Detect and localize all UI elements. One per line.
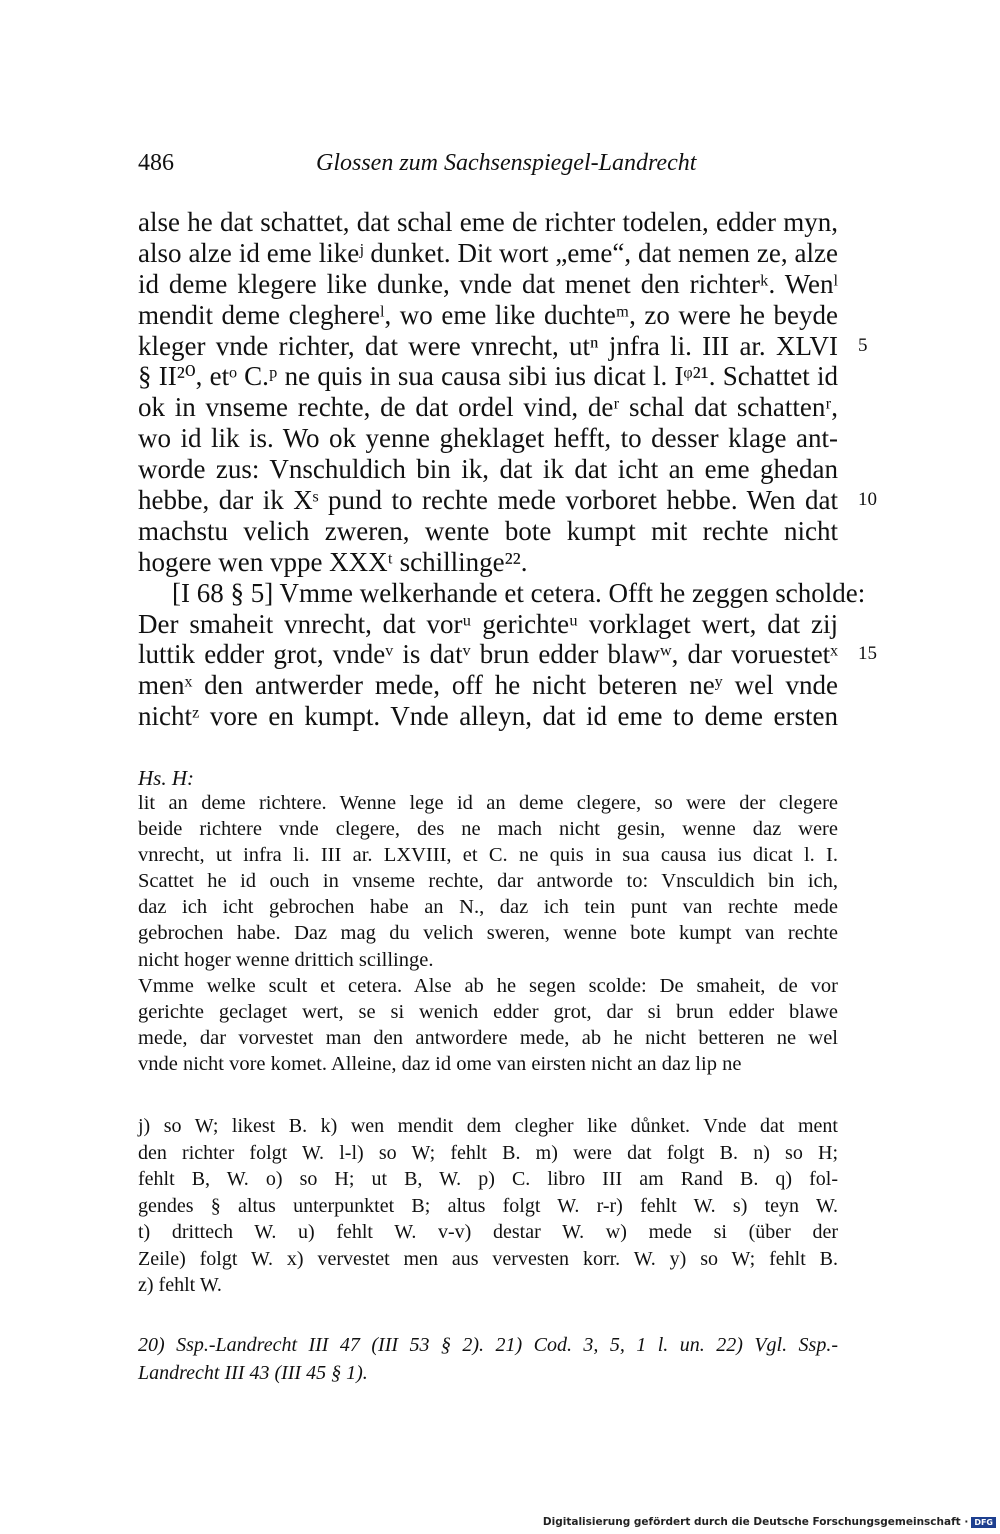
main-text-line xyxy=(138,361,838,392)
footnote-line-text: Landrecht III 43 (III 45 § 1). xyxy=(138,1362,368,1384)
footnote-line-text: 20) Ssp.-Landrecht III 47 (III 53 § 2). 21) Cod. 3, 5, 1 l. un. 22) Vgl. Ssp.- xyxy=(138,1334,838,1356)
apparatus-line xyxy=(138,1246,838,1273)
main-text-line xyxy=(138,547,838,578)
manuscript-line xyxy=(138,842,838,868)
manuscript-line-text: mede, dar vorvestet man den antwordere mede, ab he nicht betteren ne wel xyxy=(138,1026,838,1049)
main-text-block xyxy=(138,207,877,732)
manuscript-line-text: Scattet he id ouch in vnseme rechte, dar antworde to: Vnsculdich bin ich, xyxy=(138,870,838,893)
manuscript-line xyxy=(138,999,838,1025)
main-text-line xyxy=(138,701,838,732)
main-text-line-text: menˣ den antwerder mede, off he nicht beteren neʸ wel vnde xyxy=(138,670,838,701)
manuscript-line-text: nicht hoger wenne drittich scillinge. xyxy=(138,948,434,971)
manuscript-line-text: vnde nicht vore komet. Alleine, daz id ome van eirsten nicht an daz lip ne xyxy=(138,1052,742,1075)
manuscript-line-text: gebrochen habe. Daz mag du velich sweren, wenne bote kumpt van rechte xyxy=(138,922,838,945)
manuscript-text-block xyxy=(138,790,838,1077)
main-text-line-text: § II²⁰, etᵒ C.ᵖ ne quis in sua causa sibi ius dicat l. Iᵠ²¹. Schattet id xyxy=(138,361,838,392)
line-number: 15 xyxy=(858,643,877,665)
main-text-line xyxy=(138,639,877,670)
main-text-line-text: luttik edder grot, vndeᵛ is datᵛ brun edder blawʷ, dar voruestetˣ xyxy=(138,639,838,670)
apparatus-line xyxy=(138,1272,838,1299)
apparatus-line xyxy=(138,1166,838,1193)
main-text-line xyxy=(138,577,866,609)
manuscript-line-text: Vmme welke scult et cetera. Alse ab he segen scolde: De smaheit, de vor xyxy=(138,974,838,997)
running-title: Glossen zum Sachsenspiegel-Landrecht xyxy=(316,150,697,176)
manuscript-line xyxy=(138,920,838,946)
manuscript-label: Hs. H: xyxy=(138,766,194,790)
main-text-line-text: id deme klegere like dunke, vnde dat menet den richterᵏ. Wenˡ xyxy=(138,268,838,299)
critical-apparatus xyxy=(138,1113,838,1299)
main-text-line xyxy=(138,454,838,485)
manuscript-line xyxy=(138,1051,838,1077)
footnote-line xyxy=(138,1331,838,1359)
manuscript-line xyxy=(138,816,838,842)
running-header xyxy=(138,150,838,184)
apparatus-line xyxy=(138,1140,838,1167)
digitization-footer xyxy=(543,1516,996,1528)
manuscript-line-text: beide richtere vnde clegere, des ne mach nicht gesin, wenne daz were xyxy=(138,818,838,841)
main-text-line xyxy=(138,207,838,238)
main-text-line-text: mendit deme cleghereˡ, wo eme like duchteᵐ, zo were he beyde xyxy=(138,299,838,330)
main-text-line-text: hogere wen vppe XXXᵗ schillinge²². xyxy=(138,546,528,577)
main-text-line-text: wo id lik is. Wo ok yenne gheklaget hefft, to desser klage ant- xyxy=(138,423,838,454)
main-text-line-text: [I 68 § 5] Vmme welkerhande et cetera. Offt he zeggen scholde: xyxy=(172,577,866,608)
footnote-line xyxy=(138,1359,838,1387)
manuscript-line-text: daz ich icht gebrochen habe an N., daz ich tein punt van rechte mede xyxy=(138,896,838,919)
dfg-logo: DFG xyxy=(971,1517,996,1528)
main-text-line xyxy=(138,300,838,331)
manuscript-line xyxy=(138,947,838,973)
main-text-line xyxy=(138,330,868,362)
apparatus-line-text: j) so W; likest B. k) wen mendit dem clegher like důnket. Vnde dat ment xyxy=(138,1115,838,1137)
apparatus-line xyxy=(138,1219,838,1246)
main-text-line-text: machstu velich zweren, wente bote kumpt mit rechte nicht xyxy=(138,515,838,546)
manuscript-line xyxy=(138,868,838,894)
manuscript-line xyxy=(138,894,838,920)
manuscript-line xyxy=(138,973,838,999)
apparatus-line xyxy=(138,1193,838,1220)
main-text-line-text: alse he dat schattet, dat schal eme de richter todelen, edder myn, xyxy=(138,207,838,237)
manuscript-line xyxy=(138,790,838,816)
main-text-line xyxy=(138,516,838,547)
main-text-line-text: nichtᶻ vore en kumpt. Vnde alleyn, dat id eme to deme ersten xyxy=(138,701,838,732)
main-text-line-text: Der smaheit vnrecht, dat vorᵘ gerichteᵘ vorklaget wert, dat zij xyxy=(138,608,838,639)
main-text-line xyxy=(138,392,838,423)
apparatus-line xyxy=(138,1113,838,1140)
line-number: 10 xyxy=(858,489,877,511)
manuscript-line-text: vnrecht, ut infra li. III ar. LXVIII, et C. ne quis in sua causa ius dicat l. I. xyxy=(138,844,838,867)
main-text-line-text: also alze id eme likeʲ dunket. Dit wort „eme“, dat nemen ze, alze xyxy=(138,237,838,268)
apparatus-line-text: den richter folgt W. l-l) so W; fehlt B. m) were dat folgt B. n) so H; xyxy=(138,1141,838,1164)
manuscript-line-text: lit an deme richtere. Wenne lege id an deme clegere, so were der clegere xyxy=(138,792,838,814)
line-number: 5 xyxy=(858,334,868,356)
apparatus-line-text: fehlt B, W. o) so H; ut B, W. p) C. libro III am Rand B. q) fol- xyxy=(138,1168,838,1190)
manuscript-line-text: gerichte geclaget wert, se si wenich edder grot, dar si brun edder blawe xyxy=(138,1000,838,1023)
main-text-line-text: hebbe, dar ik Xˢ pund to rechte mede vorboret hebbe. Wen dat xyxy=(138,485,838,516)
apparatus-line-text: gendes § altus unterpunktet B; altus folgt W. r-r) fehlt W. s) teyn W. xyxy=(138,1194,838,1217)
apparatus-line-text: z) fehlt W. xyxy=(138,1274,222,1296)
main-text-line xyxy=(138,670,838,701)
apparatus-line-text: Zeile) folgt W. x) vervestet men aus vervesten korr. W. y) so W; fehlt B. xyxy=(138,1247,838,1270)
apparatus-line-text: t) drittech W. u) fehlt W. v-v) destar W. w) mede si (über der xyxy=(138,1221,838,1243)
manuscript-line xyxy=(138,1025,838,1051)
main-text-line xyxy=(138,423,838,454)
main-text-line xyxy=(138,609,838,640)
main-text-line xyxy=(138,485,877,516)
main-text-line-text: kleger vnde richter, dat were vnrecht, utⁿ jnfra li. III ar. XLVI xyxy=(138,330,838,361)
main-text-line-text: ok in vnseme rechte, de dat ordel vind, deʳ schal dat schattenʳ, xyxy=(138,392,838,423)
footer-text: Digitalisierung gefördert durch die Deutsche Forschungsgemeinschaft · xyxy=(542,1516,969,1528)
page-number: 486 xyxy=(138,150,174,176)
main-text-line-text: worde zus: Vnschuldich bin ik, dat ik dat icht an eme ghedan xyxy=(138,454,838,485)
main-text-line xyxy=(138,238,838,269)
main-text-line xyxy=(138,269,838,300)
footnotes-block xyxy=(138,1331,838,1387)
